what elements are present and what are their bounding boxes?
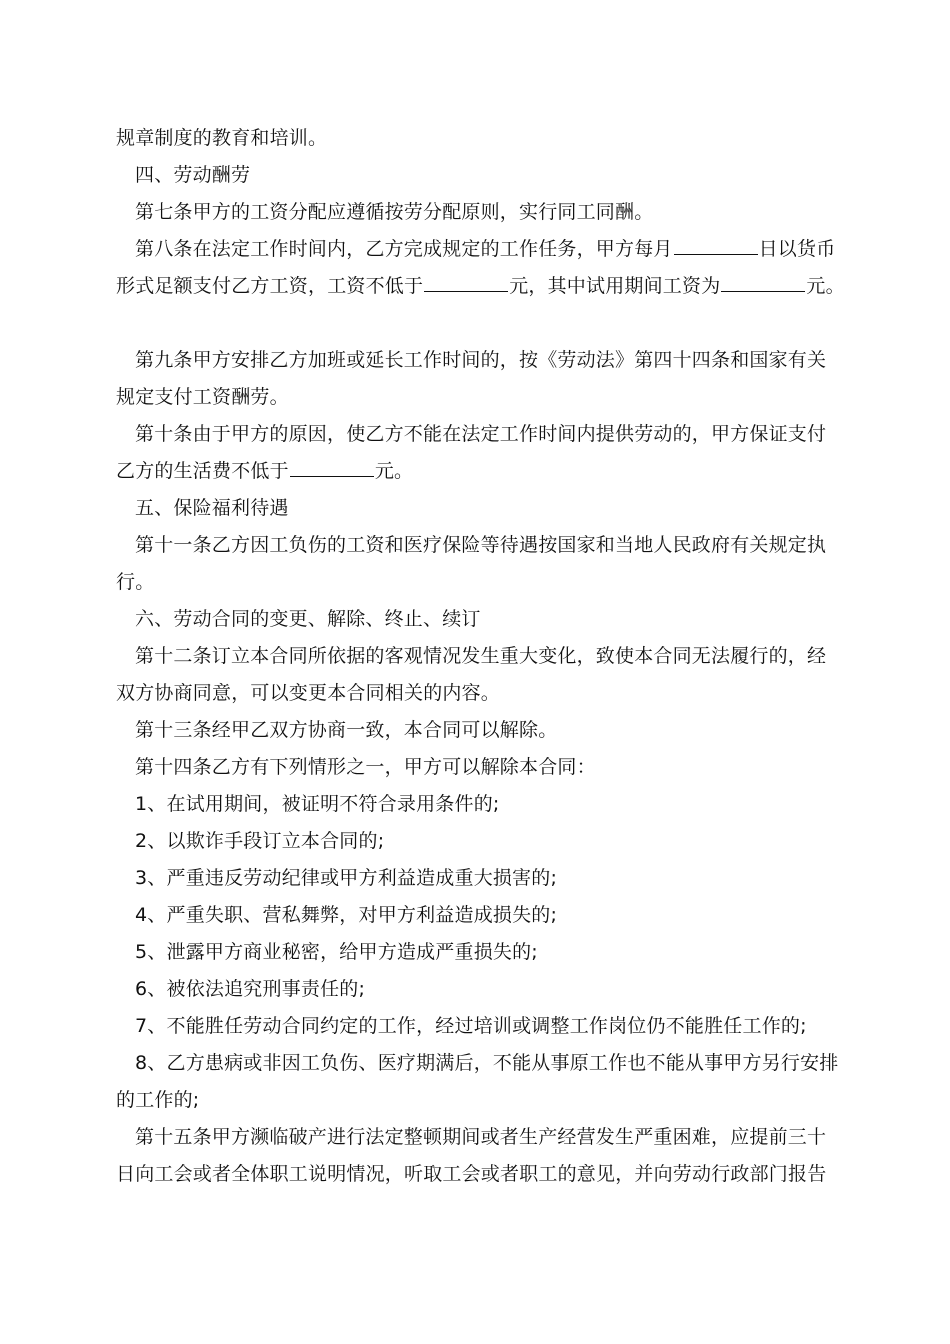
article-9: 第九条甲方安排乙方加班或延长工作时间的，按《劳动法》第四十四条和国家有关 xyxy=(135,349,827,371)
article-10-text: 乙方的生活费不低于 xyxy=(116,460,289,482)
list-item: 8、乙方患病或非因工负伤、医疗期满后，不能从事原工作也不能从事甲方另行安排 xyxy=(135,1052,839,1074)
article-8-continued xyxy=(116,268,845,305)
list-item: 6、被依法追究刑事责任的; xyxy=(135,978,366,1000)
section-heading: 六、劳动合同的变更、解除、终止、续订 xyxy=(135,608,481,630)
article-10-continued xyxy=(116,453,413,490)
article-14: 第十四条乙方有下列情形之一，甲方可以解除本合同： xyxy=(135,756,596,778)
article-8-text: 第八条在法定工作时间内，乙方完成规定的工作任务，甲方每月 xyxy=(135,238,673,260)
blank-field[interactable] xyxy=(674,232,758,255)
article-10-text: 元。 xyxy=(374,460,414,482)
article-9-continued: 规定支付工资酬劳。 xyxy=(116,386,289,408)
text-line: 规章制度的教育和培训。 xyxy=(116,127,328,149)
blank-field[interactable] xyxy=(721,269,805,292)
article-11-continued: 行。 xyxy=(116,571,155,593)
section-heading: 四、劳动酬劳 xyxy=(135,164,251,186)
blank-field[interactable] xyxy=(290,454,374,477)
list-item: 3、严重违反劳动纪律或甲方利益造成重大损害的; xyxy=(135,867,558,889)
article-8-text: 元。 xyxy=(806,275,845,297)
list-item-continued: 的工作的; xyxy=(116,1089,200,1111)
article-12: 第十二条订立本合同所依据的客观情况发生重大变化，致使本合同无法履行的，经 xyxy=(135,645,827,667)
article-8-text: 元，其中试用期间工资为 xyxy=(509,275,721,297)
article-10: 第十条由于甲方的原因，使乙方不能在法定工作时间内提供劳动的，甲方保证支付 xyxy=(135,423,827,445)
article-13: 第十三条经甲乙双方协商一致，本合同可以解除。 xyxy=(135,719,558,741)
article-15: 第十五条甲方濒临破产进行法定整顿期间或者生产经营发生严重困难，应提前三十 xyxy=(135,1126,827,1148)
article-11: 第十一条乙方因工负伤的工资和医疗保险等待遇按国家和当地人民政府有关规定执 xyxy=(135,534,827,556)
list-item: 4、严重失职、营私舞弊，对甲方利益造成损失的; xyxy=(135,904,558,926)
blank-field[interactable] xyxy=(424,269,508,292)
list-item: 2、以欺诈手段订立本合同的; xyxy=(135,830,385,852)
list-item: 1、在试用期间，被证明不符合录用条件的; xyxy=(135,793,500,815)
article-8-text: 日以货币 xyxy=(758,238,836,260)
list-item: 7、不能胜任劳动合同约定的工作，经过培训或调整工作岗位仍不能胜任工作的; xyxy=(135,1015,807,1037)
article-7: 第七条甲方的工资分配应遵循按劳分配原则，实行同工同酬。 xyxy=(135,201,654,223)
section-heading: 五、保险福利待遇 xyxy=(135,497,289,519)
article-15-continued: 日向工会或者全体职工说明情况，听取工会或者职工的意见，并向劳动行政部门报告 xyxy=(116,1163,827,1185)
list-item: 5、泄露甲方商业秘密，给甲方造成严重损失的; xyxy=(135,941,538,963)
article-8 xyxy=(116,231,835,268)
article-8-text: 形式足额支付乙方工资，工资不低于 xyxy=(116,275,424,297)
article-12-continued: 双方协商同意，可以变更本合同相关的内容。 xyxy=(116,682,501,704)
